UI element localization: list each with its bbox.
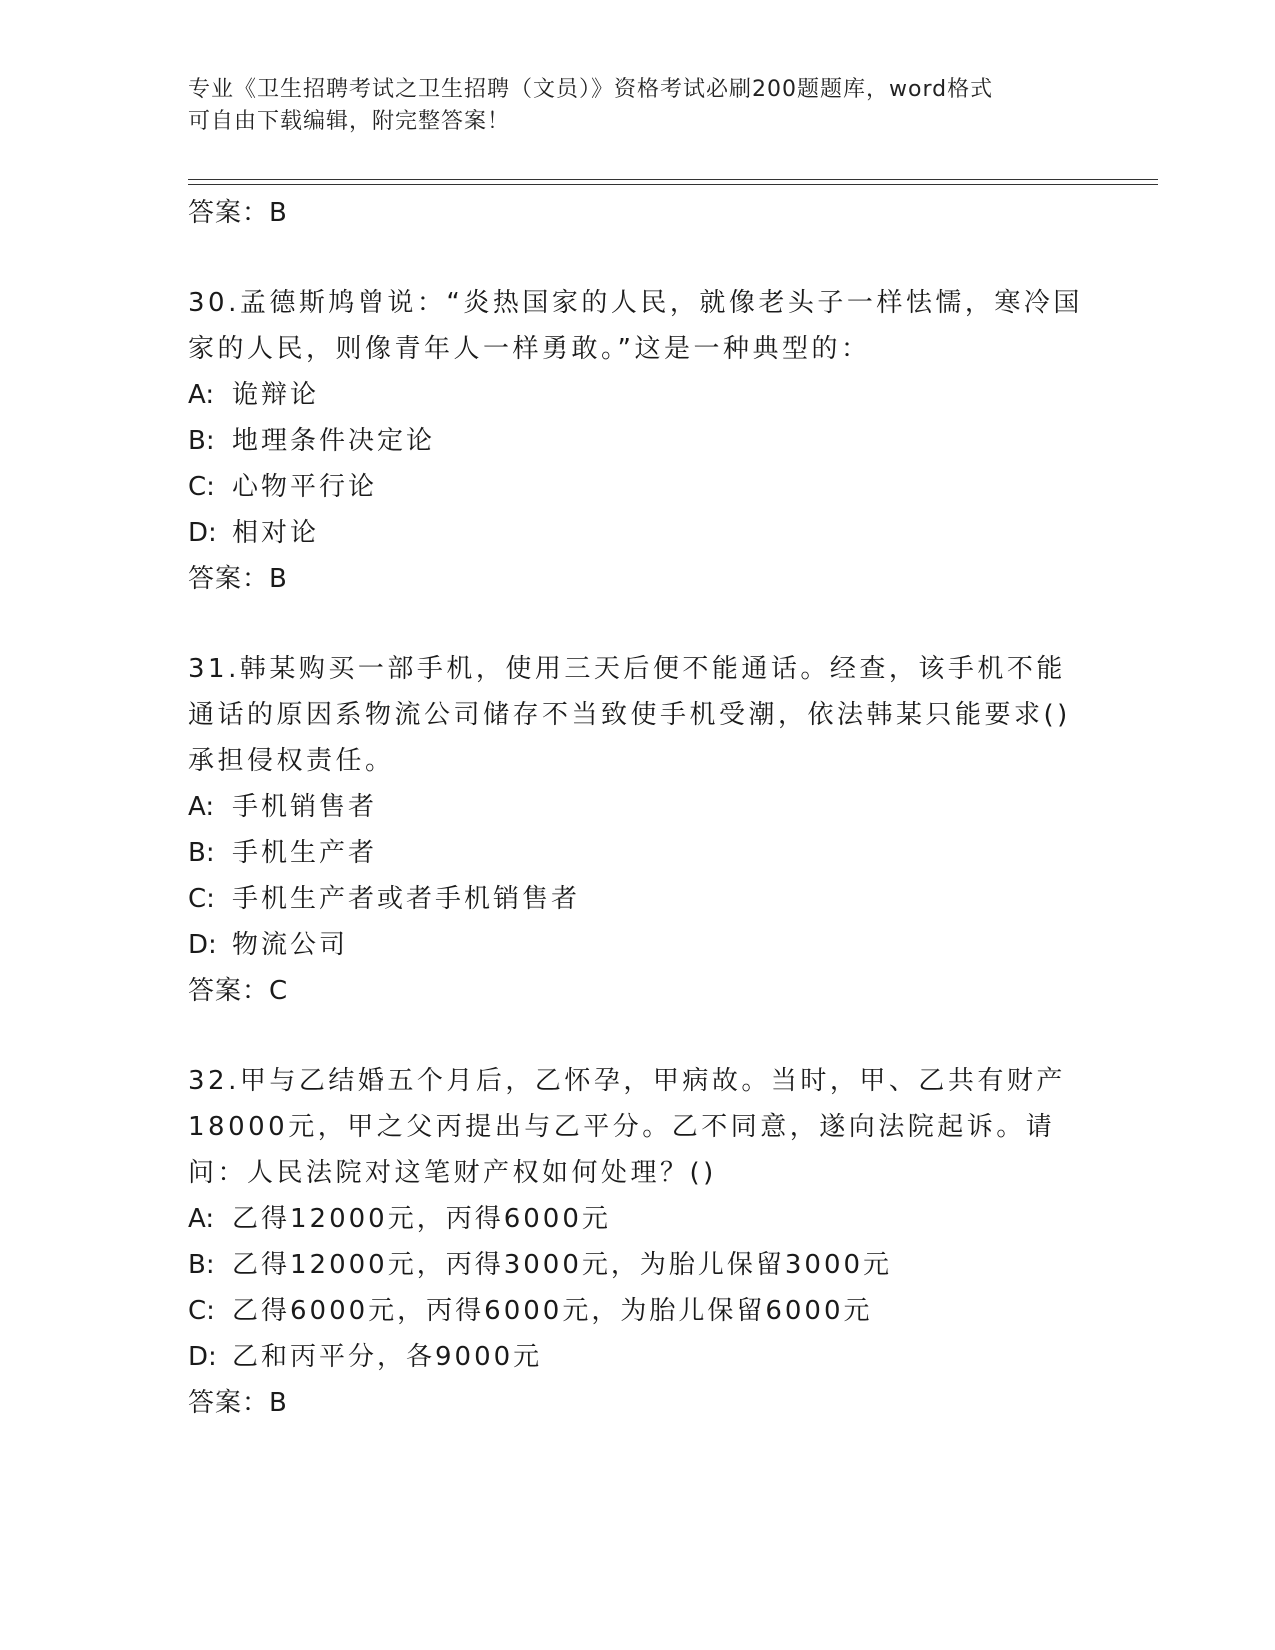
option-c [188,876,1088,922]
option-text: 手机生产者或者手机销售者 [232,884,581,914]
option-a [188,1196,1088,1242]
option-b [188,1242,1088,1288]
option-c [188,464,1088,510]
option-letter: C: [188,1296,215,1326]
option-letter: C: [188,472,215,502]
question-text: 32.甲与乙结婚五个月后，乙怀孕，甲病故。当时，甲、乙共有财产18000元，甲之父丙提出与乙平分。乙不同意，遂向法院起诉。请问：人民法院对这笔财产权如何处理？() [188,1066,1066,1188]
question-32 [188,1058,1088,1426]
question-30 [188,280,1088,602]
question-list [188,190,1088,1426]
option-letter: D: [188,1342,217,1372]
option-text: 相对论 [232,518,320,548]
question-text: 31.韩某购买一部手机，使用三天后便不能通话。经查，该手机不能通话的原因系物流公司储存不当致使手机受潮，依法韩某只能要求()承担侵权责任。 [188,654,1071,776]
option-d [188,510,1088,556]
option-a [188,784,1088,830]
option-letter: D: [188,518,217,548]
option-d [188,1334,1088,1380]
option-text: 乙和丙平分，各9000元 [232,1342,543,1372]
document-header [188,74,1088,138]
option-text: 地理条件决定论 [232,426,436,456]
answer-line: 答案：B [188,1388,288,1418]
option-letter: A: [188,1204,215,1234]
option-letter: B: [188,1250,215,1280]
answer-line: 答案：B [188,198,288,228]
option-text: 乙得12000元，丙得3000元，为胎儿保留3000元 [232,1250,893,1280]
header-divider-bottom [188,184,1158,185]
option-letter: B: [188,426,215,456]
option-a [188,372,1088,418]
answer-line: 答案：B [188,564,288,594]
option-letter: A: [188,380,215,410]
header-divider-top [188,179,1158,180]
question-text: 30.孟德斯鸠曾说：“炎热国家的人民，就像老头子一样怯懦，寒冷国家的人民，则像青年人一样勇敢。”这是一种典型的： [188,288,1083,364]
option-text: 手机生产者 [232,838,378,868]
option-letter: B: [188,838,215,868]
option-letter: C: [188,884,215,914]
question-31 [188,646,1088,1014]
option-text: 心物平行论 [232,472,378,502]
option-b [188,830,1088,876]
header-title-line-2: 可自由下载编辑，附完整答案！ [188,109,511,134]
option-text: 乙得6000元，丙得6000元，为胎儿保留6000元 [232,1296,873,1326]
option-d [188,922,1088,968]
option-letter: A: [188,792,215,822]
answer-line: 答案：C [188,976,289,1006]
header-title-line-1: 专业《卫生招聘考试之卫生招聘（文员）》资格考试必刷200题题库，word格式 [188,77,994,102]
option-b [188,418,1088,464]
option-text: 诡辩论 [232,380,320,410]
option-text: 手机销售者 [232,792,378,822]
option-text: 物流公司 [232,930,349,960]
option-text: 乙得12000元，丙得6000元 [232,1204,611,1234]
option-c [188,1288,1088,1334]
option-letter: D: [188,930,217,960]
